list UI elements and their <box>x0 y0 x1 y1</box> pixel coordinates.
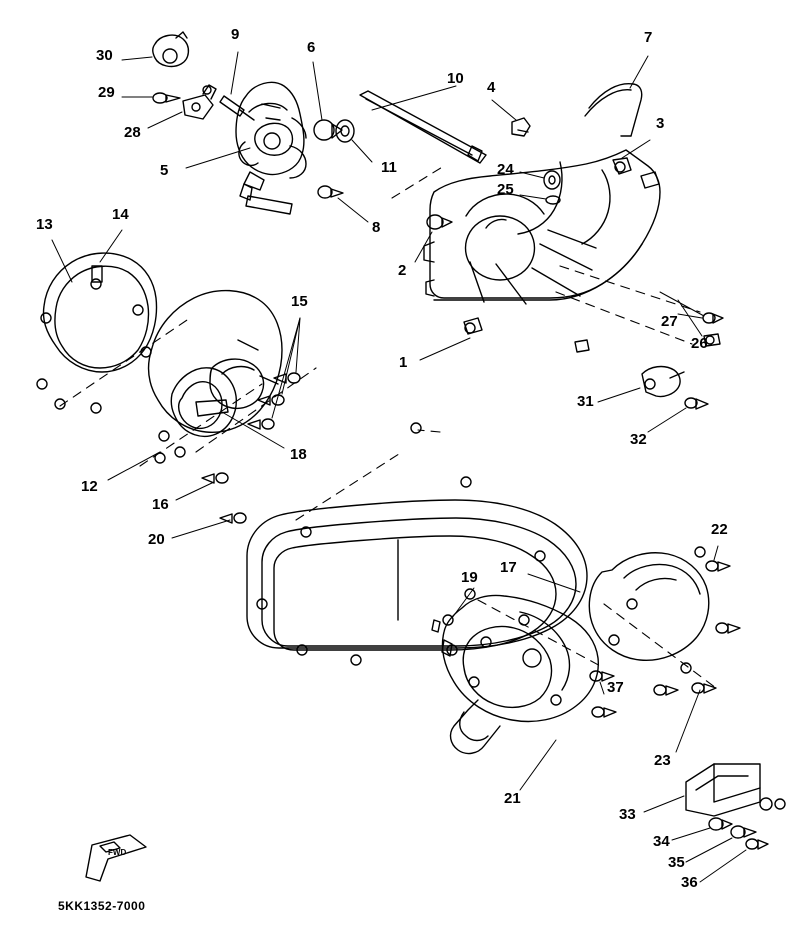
fwd-arrow-tag <box>86 835 146 881</box>
part-1-crankcase <box>424 150 660 352</box>
callout-21: 21 <box>504 790 521 807</box>
callout-6: 6 <box>307 39 316 56</box>
callout-35: 35 <box>668 854 685 871</box>
callout-1: 1 <box>399 354 408 371</box>
part-7-hose <box>585 84 642 136</box>
callout-36: 36 <box>681 874 698 891</box>
part-27-bolt <box>703 313 723 323</box>
part-2-bolt <box>427 215 452 229</box>
callout-13: 13 <box>36 216 53 233</box>
part-32-bolt <box>685 398 708 409</box>
callout-18: 18 <box>290 446 307 463</box>
part-30-cap <box>153 32 189 66</box>
callout-27: 27 <box>661 313 678 330</box>
part-4-nut <box>512 118 530 136</box>
part-36-bolt <box>746 839 768 849</box>
part-33-washers <box>760 798 785 810</box>
callout-20: 20 <box>148 531 165 548</box>
callout-34: 34 <box>653 833 670 850</box>
callout-4: 4 <box>487 79 496 96</box>
callout-37: 37 <box>607 679 624 696</box>
callout-28: 28 <box>124 124 141 141</box>
callout-26: 26 <box>691 335 708 352</box>
part-29-bolt <box>153 93 180 103</box>
part-22-bolts <box>654 561 740 695</box>
callout-3: 3 <box>656 115 665 132</box>
callout-29: 29 <box>98 84 115 101</box>
callout-23: 23 <box>654 752 671 769</box>
callout-31: 31 <box>577 393 594 410</box>
part-37-bolt-2 <box>592 707 616 717</box>
callout-15: 15 <box>291 293 308 310</box>
part-10-shaft <box>360 91 486 163</box>
part-11-washer <box>336 120 354 142</box>
part-34-bolt <box>709 818 732 830</box>
part-13-gasket <box>37 253 157 413</box>
callout-22: 22 <box>711 521 728 538</box>
callout-7: 7 <box>644 29 653 46</box>
callout-2: 2 <box>398 262 407 279</box>
callout-33: 33 <box>619 806 636 823</box>
callout-14: 14 <box>112 206 129 223</box>
part-8-bolt <box>318 186 343 198</box>
part-23-cover <box>589 547 708 673</box>
callout-17: 17 <box>500 559 517 576</box>
part-24-oring <box>544 171 560 189</box>
part-28-bracket <box>183 85 216 119</box>
callout-5: 5 <box>160 162 169 179</box>
fwd-arrow-label: FWD <box>108 848 127 857</box>
callout-24: 24 <box>497 161 514 178</box>
callout-11: 11 <box>381 159 397 176</box>
part-16-bolt <box>202 473 228 483</box>
part-35-bolt <box>731 826 756 838</box>
callout-10: 10 <box>447 70 464 87</box>
part-5-body <box>236 82 306 214</box>
callout-32: 32 <box>630 431 647 448</box>
callout-12: 12 <box>81 478 98 495</box>
part-31-lever <box>642 367 684 397</box>
callout-19: 19 <box>461 569 478 586</box>
callout-8: 8 <box>372 219 381 236</box>
figure-part-code: 5KK1352-7000 <box>58 899 146 913</box>
callout-25: 25 <box>497 181 514 198</box>
part-33-cap <box>686 764 760 816</box>
part-12-cover <box>149 291 282 463</box>
part-21-cover <box>432 596 598 754</box>
callout-9: 9 <box>231 26 240 43</box>
callout-16: 16 <box>152 496 169 513</box>
callout-30: 30 <box>96 47 113 64</box>
